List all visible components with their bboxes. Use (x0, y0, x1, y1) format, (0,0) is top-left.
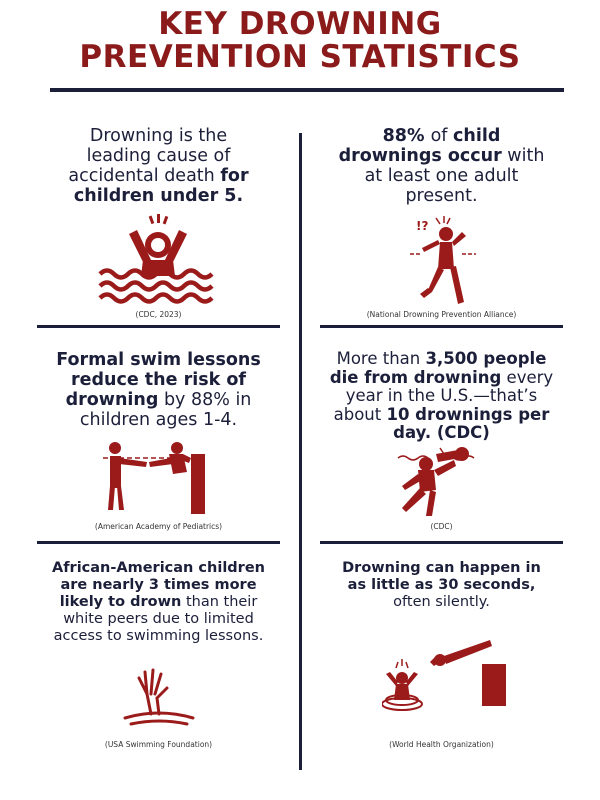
svg-text:!?: !? (416, 219, 429, 233)
source-citation: (National Drowning Prevention Alliance) (366, 310, 517, 319)
stat-text: More than 3,500 people die from drowning every year in the U.S.—that’s about 10 drownings per day. (CDC) (329, 349, 554, 442)
stat-card-adult-present (320, 100, 563, 325)
title-line-1: KEY DROWNING (158, 6, 442, 42)
stat-card-african-american (37, 544, 280, 770)
rescue-swimmer-icon (396, 440, 486, 516)
stat-text: Drowning is the leading cause of accidental death for children under 5. (68, 126, 249, 206)
title-line-2: PREVENTION STATISTICS (79, 39, 521, 75)
source-citation: (CDC) (430, 522, 453, 531)
stat-text: 88% of child drownings occur with at least one adult present. (338, 126, 545, 206)
stat-text: African-American children are nearly 3 times more likely to drown than their white peers due to limited access to swimming lessons. (52, 560, 265, 644)
stat-card-leading-cause (37, 100, 280, 325)
raised-hand-water-icon (117, 664, 201, 730)
falling-person-icon (406, 214, 486, 308)
stat-text: Drowning can happen in as little as 30 seconds, often silently. (342, 560, 541, 610)
source-citation: (American Academy of Pediatrics) (94, 522, 223, 531)
stat-card-3500-deaths (320, 328, 563, 541)
page-title (0, 8, 600, 74)
diving-rescue-icon (382, 634, 512, 712)
swim-lesson-icon (99, 436, 219, 514)
stat-card-swim-lessons (37, 328, 280, 541)
source-citation: (CDC, 2023) (135, 310, 182, 319)
center-divider (299, 133, 302, 770)
drowning-child-waves-icon (95, 214, 220, 306)
stat-text: Formal swim lessons reduce the risk of drowning by 88% in children ages 1-4. (56, 350, 261, 430)
title-divider (50, 88, 564, 92)
source-citation: (USA Swimming Foundation) (104, 740, 213, 749)
stat-card-30-seconds (320, 544, 563, 770)
source-citation: (World Health Organization) (389, 740, 494, 749)
